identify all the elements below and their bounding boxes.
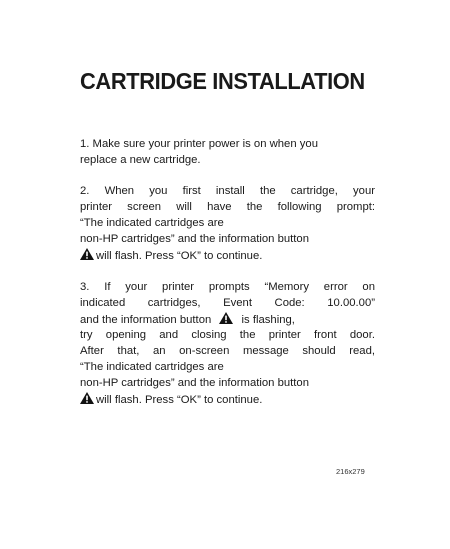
step2-line5 — [80, 248, 375, 264]
page-title: CARTRIDGE INSTALLATION — [80, 68, 365, 94]
step3-line5: After that, an on-screen message should read, — [80, 345, 375, 357]
warning-triangle-icon — [80, 392, 94, 404]
page-size-label: 216x279 — [336, 467, 365, 476]
step3-line4: try opening and closing the printer front door. — [80, 329, 375, 341]
step3-line7: non-HP cartridges” and the information button — [80, 377, 309, 389]
step2-line4: non-HP cartridges” and the information button — [80, 233, 309, 245]
step2-line1: 2. When you first install the cartridge, your — [80, 185, 375, 197]
step2-line2: printer screen will have the following prompt: — [80, 201, 375, 213]
step3-line8-text: will flash. Press “OK” to continue. — [96, 394, 263, 406]
step3-line3-text-a: and the information button — [80, 314, 212, 326]
step1-line2: replace a new cartridge. — [80, 154, 201, 166]
warning-triangle-icon — [80, 248, 94, 260]
step1-line1: 1. Make sure your printer power is on when you — [80, 138, 318, 150]
step3-line3-text-b: is flashing, — [241, 314, 295, 326]
warning-triangle-icon — [219, 312, 233, 324]
step2-line3: “The indicated cartridges are — [80, 217, 224, 229]
step3-line8 — [80, 392, 375, 408]
step3-line2: indicated cartridges, Event Code: 10.00.00” — [80, 297, 375, 309]
step3-line1: 3. If your printer prompts “Memory error on — [80, 281, 375, 293]
step3-line6: “The indicated cartridges are — [80, 361, 224, 373]
step2-line5-text: will flash. Press “OK” to continue. — [96, 250, 263, 262]
step3-line3 — [80, 312, 375, 328]
